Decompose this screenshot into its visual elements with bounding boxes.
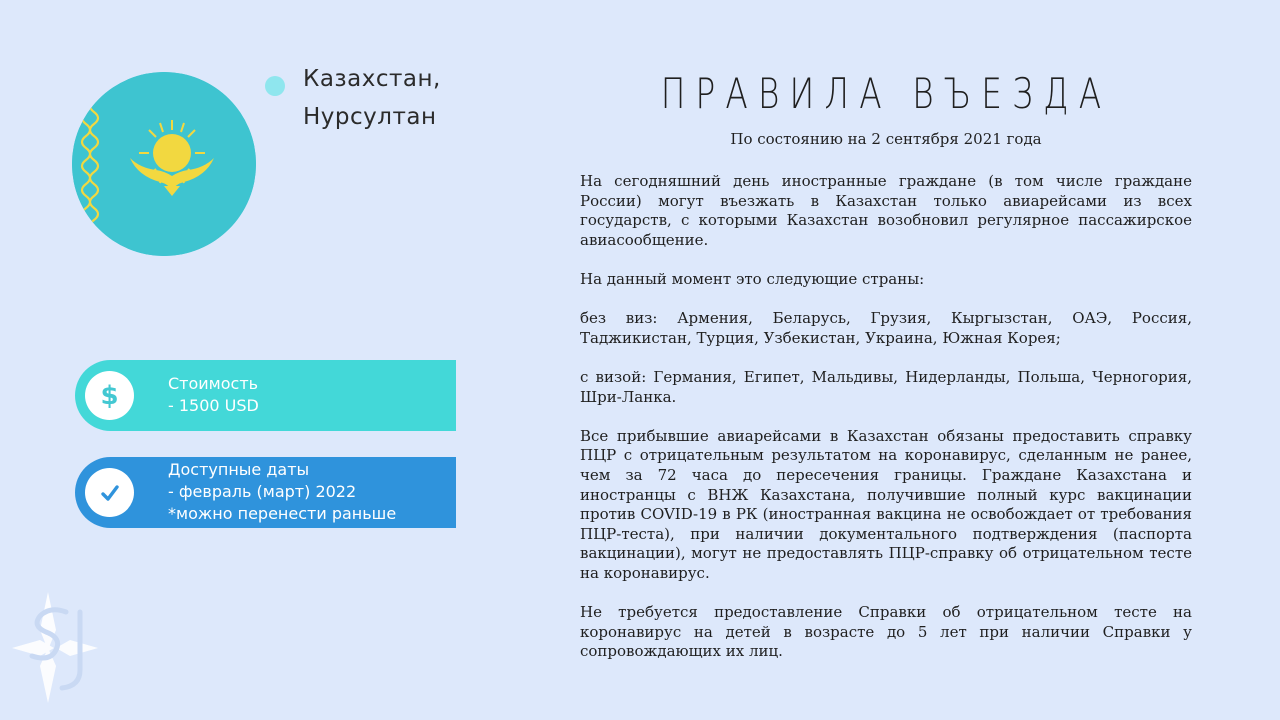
cost-card bbox=[75, 360, 456, 431]
kazakhstan-flag-image bbox=[72, 72, 256, 256]
paragraph-intro: На сегодняшний день иностранные граждане (в том числе граждане России) могут въезжать в Казахстан только авиарейсами из всех государств, с которыми Казахстан возобновил регулярное пассажирское авиасообщение. bbox=[580, 172, 1192, 249]
dollar-icon: $ bbox=[85, 371, 134, 420]
dates-value: - февраль (март) 2022 bbox=[168, 482, 357, 501]
cost-card-text bbox=[168, 373, 259, 417]
dates-card-text bbox=[168, 459, 396, 525]
dates-label: Доступные даты bbox=[168, 460, 310, 479]
city-name: Нурсултан bbox=[303, 104, 437, 130]
location-block bbox=[303, 60, 441, 136]
dates-card bbox=[75, 457, 456, 528]
paragraph-countries-heading: На данный момент это следующие страны: bbox=[580, 269, 925, 288]
checkmark-glyph bbox=[99, 482, 121, 504]
flag-graphic bbox=[72, 72, 256, 256]
compass-logo-icon bbox=[10, 590, 100, 705]
checkmark-icon bbox=[85, 468, 134, 517]
page-title: ПРАВИЛА ВЪЕЗДА bbox=[660, 69, 1112, 118]
rules-text bbox=[580, 172, 1192, 681]
paragraph-pcr: Все прибывшие авиарейсами в Казахстан обязаны предоставить справку ПЦР с отрицательным результатом на коронавирус, сделанным не ранее, чем за 72 часа до пересечения границы. Граждане Казахстана и иностранцы с ВНЖ Казахстана, получившие полный курс вакцинации против COVID-19 в РК (иностранная вакцина не освобождает от требования ПЦР-теста), при наличии документального подтверждения (паспорта вакцинации), могут не предоставлять ПЦР-справку об отрицательном тесте на коронавирус. bbox=[580, 426, 1192, 582]
cost-label: Стоимость bbox=[168, 374, 259, 393]
paragraph-children: Не требуется предоставление Справки об отрицательном тесте на коронавирус на детей в возрасте до 5 лет при наличии Справки у сопровождающих их лиц. bbox=[580, 603, 1192, 661]
paragraph-visa-required: с визой: Германия, Египет, Мальдивы, Нидерланды, Польша, Черногория, Шри-Ланка. bbox=[580, 367, 1192, 406]
dates-note: *можно перенести раньше bbox=[168, 504, 397, 523]
page-subtitle: По состоянию на 2 сентября 2021 года bbox=[730, 130, 1042, 148]
paragraph-visa-free: без виз: Армения, Беларусь, Грузия, Кыргызстан, ОАЭ, Россия, Таджикистан, Турция, Узбекистан, Украина, Южная Корея; bbox=[580, 309, 1192, 347]
cost-value: - 1500 USD bbox=[168, 396, 259, 415]
country-name: Казахстан, bbox=[303, 66, 441, 92]
location-bullet bbox=[265, 76, 285, 96]
